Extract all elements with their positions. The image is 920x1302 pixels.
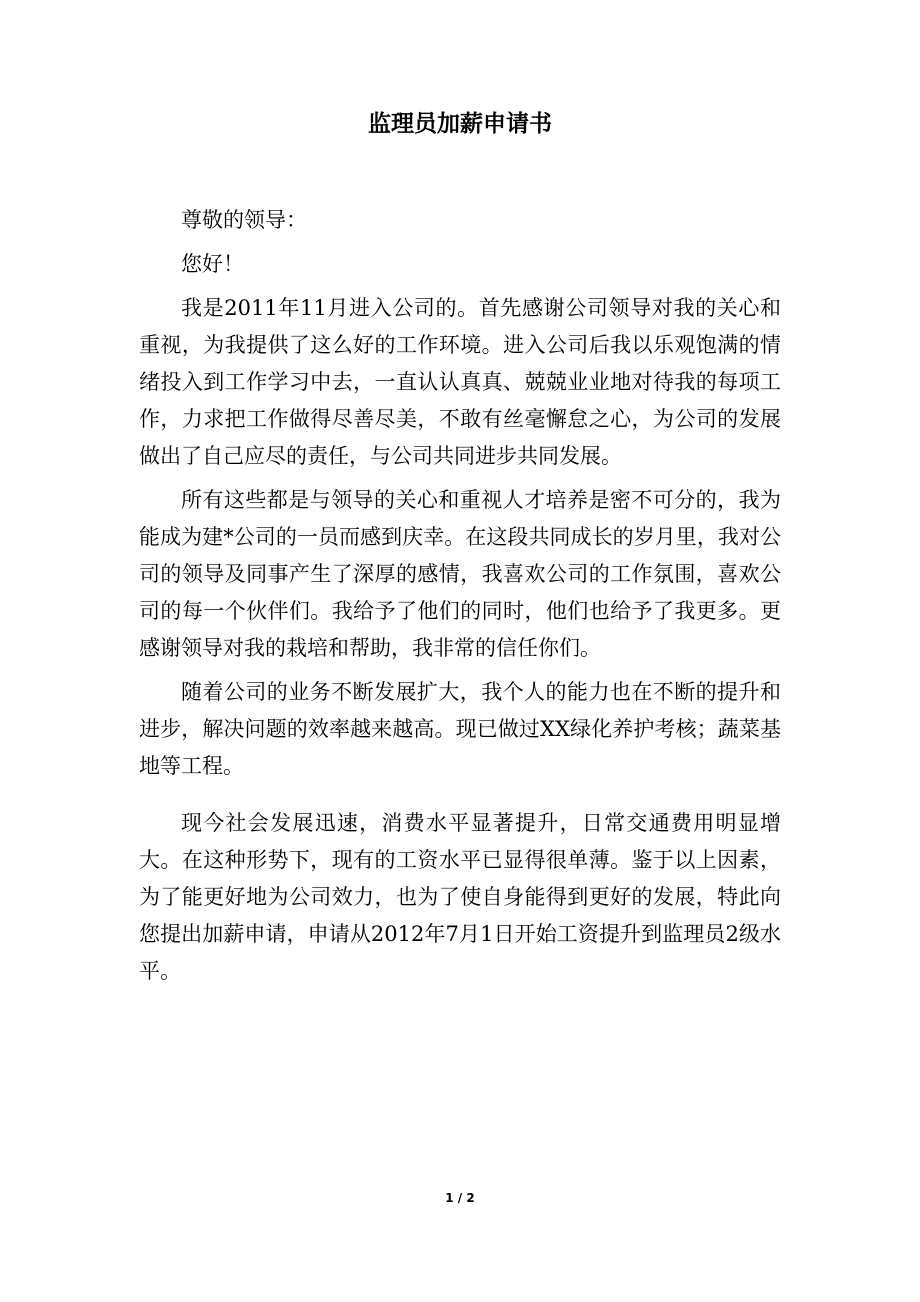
greeting-line: 尊敬的领导： — [181, 208, 307, 232]
salutation-line: 您好！ — [181, 252, 244, 276]
page-number: 1 / 2 — [445, 1191, 475, 1205]
paragraph-request: 现今社会发展迅速，消费水平显著提升，日常交通费用明显增大。在这种形势下，现有的工资水平已显得很单薄。鉴于以上因素，为了能更好地为公司效力，也为了使自身能得到更好的发展，特此向您提出加薪申请，申请从2012年7月1日开始工资提升到监理员2级水平。 — [139, 811, 781, 983]
paragraph-intro: 我是2011年11月进入公司的。首先感谢公司领导对我的关心和重视，为我提供了这么好的工作环境。进入公司后我以乐观饱满的情绪投入到工作学习中去，一直认认真真、兢兢业业地对待我的每项工作，力求把工作做得尽善尽美，不敢有丝毫懈怠之心，为公司的发展做出了自己应尽的责任，与公司共同进步共同发展。 — [139, 296, 781, 468]
document-title: 监理员加薪申请书 — [368, 111, 552, 137]
document-body — [139, 202, 781, 997]
paragraph-growth: 随着公司的业务不断发展扩大，我个人的能力也在不断的提升和进步，解决问题的效率越来越高。现已做过XX绿化养护考核；蔬菜基地等工程。 — [139, 680, 781, 778]
paragraph-gratitude: 所有这些都是与领导的关心和重视人才培养是密不可分的，我为能成为建*公司的一员而感到庆幸。在这段共同成长的岁月里，我对公司的领导及同事产生了深厚的感情，我喜欢公司的工作氛围，喜欢公司的每一个伙伴们。我给予了他们的同时，他们也给予了我更多。更感谢领导对我的栽培和帮助，我非常的信任你们。 — [139, 488, 781, 660]
